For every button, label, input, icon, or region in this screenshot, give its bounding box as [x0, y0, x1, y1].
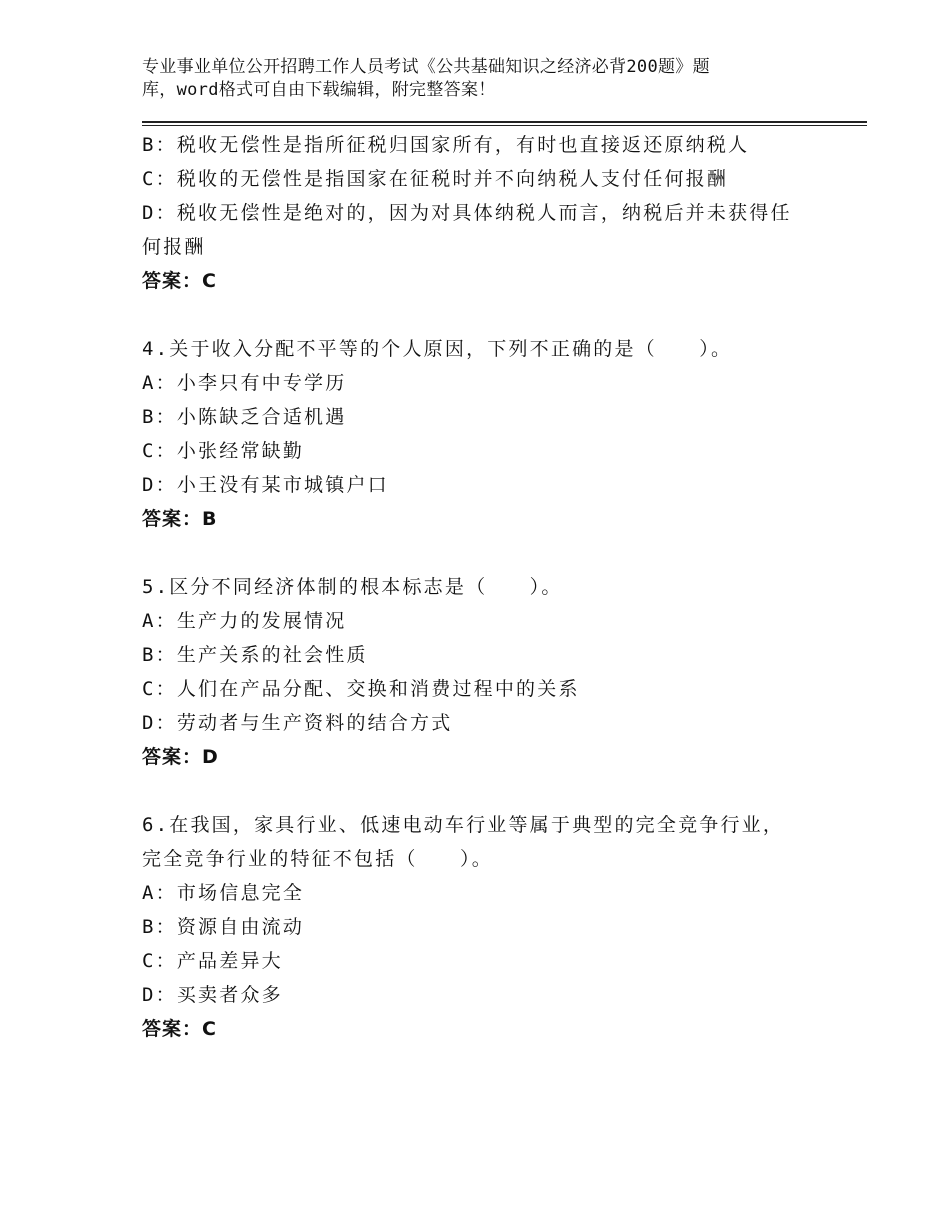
- option-d: D：买卖者众多: [142, 984, 283, 1006]
- spacer: [142, 298, 822, 332]
- answer: 答案：D: [142, 746, 219, 768]
- question-stem: 4.关于收入分配不平等的个人原因，下列不正确的是（ ）。: [142, 338, 733, 360]
- question-list: [142, 128, 822, 1046]
- option-d: D：税收无偿性是绝对的，因为对具体纳税人而言，纳税后并未获得任: [142, 202, 792, 224]
- question-stem-continued: 完全竞争行业的特征不包括（ ）。: [142, 848, 493, 870]
- spacer: [142, 774, 822, 808]
- option-a: A：生产力的发展情况: [142, 610, 347, 632]
- option-c: C：人们在产品分配、交换和消费过程中的关系: [142, 678, 580, 700]
- option-c: C：产品差异大: [142, 950, 283, 972]
- header-title-line-2: 库，word格式可自由下载编辑，附完整答案！: [142, 80, 496, 100]
- answer: 答案：B: [142, 508, 218, 530]
- option-b: B：资源自由流动: [142, 916, 305, 938]
- question-4: [142, 332, 822, 536]
- document-header: [142, 56, 772, 102]
- question-stem: 6.在我国，家具行业、低速电动车行业等属于典型的完全竞争行业，: [142, 814, 785, 836]
- option-c: C：税收的无偿性是指国家在征税时并不向纳税人支付任何报酬: [142, 168, 729, 190]
- option-b: B：小陈缺乏合适机遇: [142, 406, 347, 428]
- option-d: D：劳动者与生产资料的结合方式: [142, 712, 453, 734]
- answer: 答案：C: [142, 1018, 217, 1040]
- option-b: B：生产关系的社会性质: [142, 644, 368, 666]
- answer: 答案：C: [142, 270, 217, 292]
- question-3-tail: [142, 128, 822, 298]
- option-a: A：小李只有中专学历: [142, 372, 347, 394]
- option-d-continued: 何报酬: [142, 236, 206, 258]
- spacer: [142, 536, 822, 570]
- option-c: C：小张经常缺勤: [142, 440, 305, 462]
- option-b: B：税收无偿性是指所征税归国家所有，有时也直接返还原纳税人: [142, 134, 750, 156]
- option-a: A：市场信息完全: [142, 882, 305, 904]
- header-divider: [142, 121, 867, 126]
- question-stem: 5.区分不同经济体制的根本标志是（ ）。: [142, 576, 563, 598]
- option-d: D：小王没有某市城镇户口: [142, 474, 389, 496]
- question-6: [142, 808, 822, 1046]
- header-title-line-1: 专业事业单位公开招聘工作人员考试《公共基础知识之经济必背200题》题: [142, 57, 710, 77]
- question-5: [142, 570, 822, 774]
